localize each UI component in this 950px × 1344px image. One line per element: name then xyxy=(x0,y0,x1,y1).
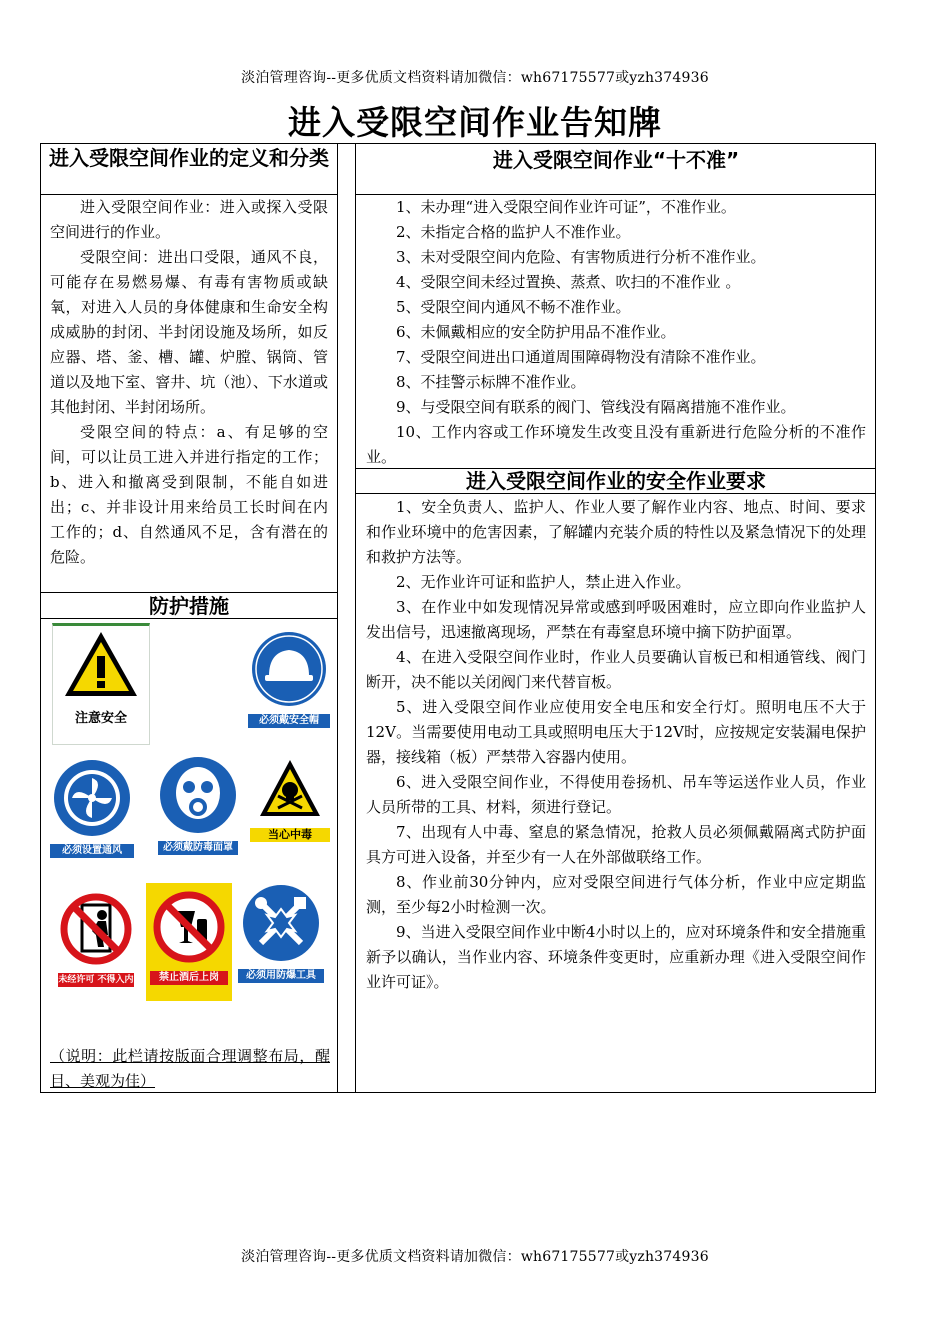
no-entry-person-icon xyxy=(58,891,134,967)
requirement-item: 6、进入受限空间作业，不得使用卷扬机、吊车等运送作业人员，作业人员所带的工具、材料，须进行登记。 xyxy=(366,773,866,816)
safety-helmet-icon xyxy=(250,630,328,708)
gas-mask-icon xyxy=(158,755,238,835)
rule-item: 9、与受限空间有联系的阀门、管线没有隔离措施不准作业。 xyxy=(396,398,796,416)
requirement-item: 3、在作业中如发现情况异常或感到呼吸困难时，应立即向作业监护人发出信号，迅速撤离现场，严禁在有毒窒息环境中摘下防护面罩。 xyxy=(366,598,866,641)
sign-caption: 当心中毒 xyxy=(250,828,330,842)
frame-top xyxy=(40,143,876,144)
sign-no-unauthorized-entry xyxy=(58,891,134,1001)
rule-item: 2、未指定合格的监护人不准作业。 xyxy=(396,223,631,241)
definition-paragraph: 受限空间的特点：a、有足够的空间，可以让员工进入并进行指定的工作；b、进入和撤离受到限制，不能自如进出；c、并非设计用来给员工长时间在内工作的；d、自然通风不足，含有潜在的危险。 xyxy=(50,423,328,566)
sign-caption: 禁止酒后上岗 xyxy=(150,971,228,985)
header-note: 淡泊管理咨询--更多优质文档资料请加微信：wh67175577或yzh374936 xyxy=(241,70,709,86)
poison-skull-icon xyxy=(256,756,324,822)
rule-item: 1、未办理“进入受限空间作业许可证”，不准作业。 xyxy=(396,198,736,216)
notice-board xyxy=(40,143,876,1093)
no-alcohol-icon xyxy=(151,889,227,965)
rule-item: 10、工作内容或工作环境发生改变且没有重新进行危险分析的不准作业。 xyxy=(366,423,866,466)
requirement-item: 4、在进入受限空间作业时，作业人员要确认盲板已和相通管线、阀门断开，决不能以关闭阀门来代替盲板。 xyxy=(366,648,866,691)
rule-item: 4、受限空间未经过置换、蒸煮、吹扫的不准作业 。 xyxy=(396,273,741,291)
sign-no-alcohol xyxy=(146,883,232,1001)
rule-item: 3、未对受限空间内危险、有害物质进行分析不准作业。 xyxy=(396,248,766,266)
protection-top-rule xyxy=(40,592,338,593)
protection-title: 防护措施 xyxy=(149,594,229,618)
rule-item: 6、未佩戴相应的安全防护用品不准作业。 xyxy=(396,323,676,341)
requirement-item: 2、无作业许可证和监护人，禁止进入作业。 xyxy=(396,573,691,591)
requirement-item: 8、作业前30分钟内，应对受限空间进行气体分析，作业中应定期监测，至少每2小时检测一次。 xyxy=(366,873,866,916)
protection-bottom-rule xyxy=(40,618,338,619)
rules-title: 进入受限空间作业“十不准” xyxy=(492,148,740,172)
definition-paragraph: 进入受限空间作业：进入或探入受限空间进行的作业。 xyxy=(50,198,328,241)
sign-caption: 注意安全 xyxy=(74,711,127,726)
warning-exclamation-icon xyxy=(61,626,141,706)
rule-item: 5、受限空间内通风不畅不准作业。 xyxy=(396,298,631,316)
footer-note: 淡泊管理咨询--更多优质文档资料请加微信：wh67175577或yzh374936 xyxy=(241,1249,709,1265)
column-divider-right xyxy=(355,143,356,1093)
requirement-item: 9、当进入受限空间作业中断4小时以上的，应对环境条件和安全措施重新予以确认，当作业内容、环境条件变更时，应重新办理《进入受限空间作业许可证》。 xyxy=(366,923,866,991)
requirement-item: 5、进入受限空间作业应使用安全电压和安全行灯。照明电压不大于12V。当需要使用电动工具或照明电压大于12V时，应按规定安装漏电保护器，接线箱（板）严禁带入容器内使用。 xyxy=(366,698,866,766)
requirements-title: 进入受限空间作业的安全作业要求 xyxy=(466,469,766,493)
requirements-list xyxy=(366,495,866,995)
rule-item: 7、受限空间进出口通道周围障碍物没有清除不准作业。 xyxy=(396,348,766,366)
sign-caption: 必须用防爆工具 xyxy=(238,969,324,983)
page-title: 进入受限空间作业告知牌 xyxy=(288,103,662,142)
sign-use-explosion-proof-tools xyxy=(238,883,324,995)
layout-note: （说明：此栏请按版面合理调整布局，醒目、美观为佳） xyxy=(50,1047,330,1090)
definition-title: 进入受限空间作业的定义和分类 xyxy=(49,146,329,170)
definition-text xyxy=(50,195,328,570)
sign-caption: 必须戴防毒面罩 xyxy=(158,841,238,855)
sign-wear-gas-mask xyxy=(158,755,238,859)
requirement-item: 7、出现有人中毒、窒息的紧急情况，抢救人员必须佩戴隔离式防护面具方可进入设备，并至少有一人在外部做联络工作。 xyxy=(366,823,866,866)
requirements-bottom-rule xyxy=(355,493,876,494)
frame-right xyxy=(875,143,876,1093)
sign-attention-safety xyxy=(52,623,150,745)
sign-caption: 必须设置通风 xyxy=(50,844,134,858)
explosion-proof-tool-icon xyxy=(241,883,321,963)
requirement-item: 1、安全负责人、监护人、作业人要了解作业内容、地点、时间、要求和作业环境中的危害因素，了解罐内充装介质的特性以及紧急情况下的处理和救护方法等。 xyxy=(366,498,866,566)
sign-wear-helmet xyxy=(248,630,330,740)
rules-list xyxy=(366,195,866,470)
rule-item: 8、不挂警示标牌不准作业。 xyxy=(396,373,586,391)
sign-caption: 未经许可 不得入内 xyxy=(58,975,134,985)
sign-caption: 必须戴安全帽 xyxy=(248,714,330,728)
ventilation-fan-icon xyxy=(52,758,132,838)
sign-beware-poison xyxy=(250,756,330,860)
sign-ventilation xyxy=(50,758,134,862)
definition-paragraph: 受限空间：进出口受限，通风不良，可能存在易燃易爆、有毒有害物质或缺氧，对进入人员的身体健康和生命安全构成威胁的封闭、半封闭设施及场所，如反应器、塔、釜、槽、罐、炉膛、锅筒、管道以及地下室、窨井、坑（池）、下水道或其他封闭、半封闭场所。 xyxy=(50,248,328,416)
